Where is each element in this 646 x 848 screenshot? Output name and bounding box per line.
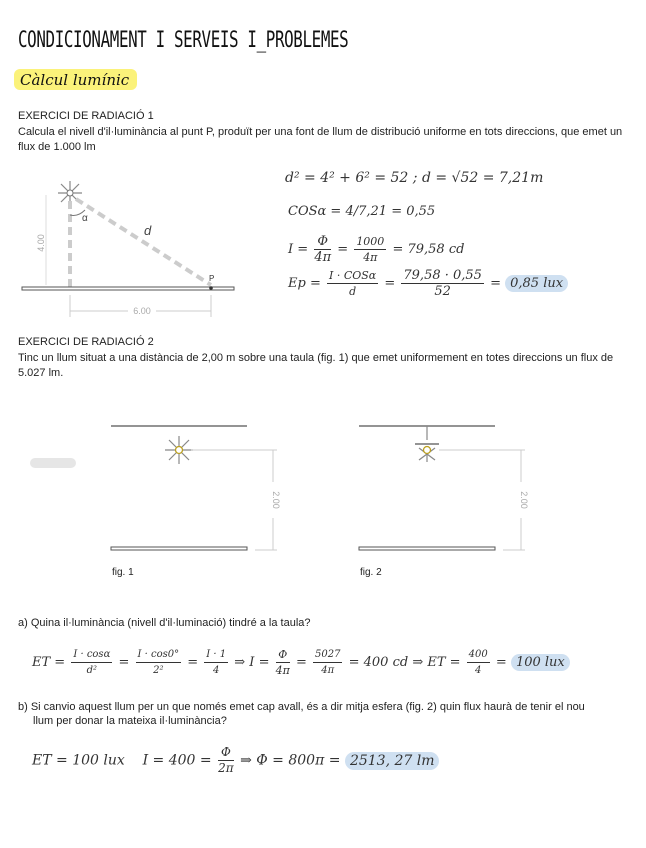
- distance-label: d: [144, 223, 152, 238]
- exercise-1-statement: Calcula el nivell d'il·luminància al punt P, produït per una font de llum de distribució uniforme en tots direccions, que emet un flux de 1.000 lm: [18, 126, 623, 153]
- figure-2: [353, 418, 538, 558]
- answer-a-highlight: 100 lux: [511, 654, 570, 671]
- fig2-caption: fig. 2: [360, 567, 382, 578]
- solution-1-line-2: COSα = 4/7,21 = 0,55: [288, 204, 436, 219]
- question-a: a) Quina il·luminància (nivell d'il·luminació) tindré a la taula?: [18, 617, 311, 629]
- solution-1-line-3: I = $\frac{\Phi}{4\pi}$ = $\frac{1000}{4\pi}$ = 79,58 cd: [288, 234, 465, 265]
- question-b-line-1: b) Si canvio aquest llum per un que només emet cap avall, és a dir mitja esfera (fig. 2) quin flux haurà de tenir el nou: [18, 701, 585, 713]
- fig1-dimension-label: 2.00: [271, 491, 281, 509]
- exercise-1-diagram: [18, 175, 258, 320]
- exercise-2-heading: EXERCICI DE RADIACIÓ 2: [18, 336, 154, 348]
- angle-label: α: [82, 213, 88, 224]
- answer-b-equation: ET = 100 lux I = 400 = $\frac{\Phi}{2\pi}$ ⇒ Φ = 800π = 2513, 27 lm: [32, 745, 439, 776]
- answer-1-highlight: 0,85 lux: [505, 275, 568, 292]
- solution-1-line-1: d² = 4² + 6² = 52 ; d = √52 = 7,21m: [285, 170, 544, 186]
- exercise-2-statement: Tinc un llum situat a una distància de 2,00 m sobre una taula (fig. 1) que emet uniformement en totes direccions un flux de 5.027 lm.: [18, 352, 614, 379]
- question-b-line-2: llum per donar la mateixa il·luminància?: [33, 715, 227, 727]
- width-dimension-label: 6.00: [133, 306, 151, 316]
- point-p-label: P: [209, 274, 215, 283]
- grey-mark: [30, 458, 76, 468]
- height-dimension-label: 4.00: [36, 234, 46, 252]
- answer-a-equation: ET = $\frac{I \cdot \cos\alpha}{\text{d²}}$ = $\frac{I \cdot \cos 0^\circ}{\text{2²}}$ = $\frac{I \cdot 1}{4}$ ⇒ I = $\frac{\Phi}{4\pi}$ = $\frac{5027}{4\pi}$ = 400 cd ⇒ ET = $\frac{400}{4}$ = 100 lux: [32, 647, 570, 678]
- floor-surface: [22, 287, 234, 290]
- answer-b-highlight: 2513, 27 lm: [345, 752, 440, 770]
- exercise-1-heading: EXERCICI DE RADIACIÓ 1: [18, 110, 154, 122]
- highlighted-subtitle: Càlcul lumínic: [14, 69, 137, 90]
- fig2-dimension-label: 2.00: [519, 491, 529, 509]
- fig1-caption: fig. 1: [112, 567, 134, 578]
- page-title: CONDICIONAMENT I SERVEIS I_PROBLEMES: [18, 28, 349, 53]
- distance-line: [76, 199, 211, 285]
- solution-1-line-4: Ep = $\frac{\text{I · COSα}}{d}$ = $\frac{79,58 \cdot 0,55}{52}$ = 0,85 lux: [288, 268, 568, 299]
- figure-1: [105, 418, 290, 558]
